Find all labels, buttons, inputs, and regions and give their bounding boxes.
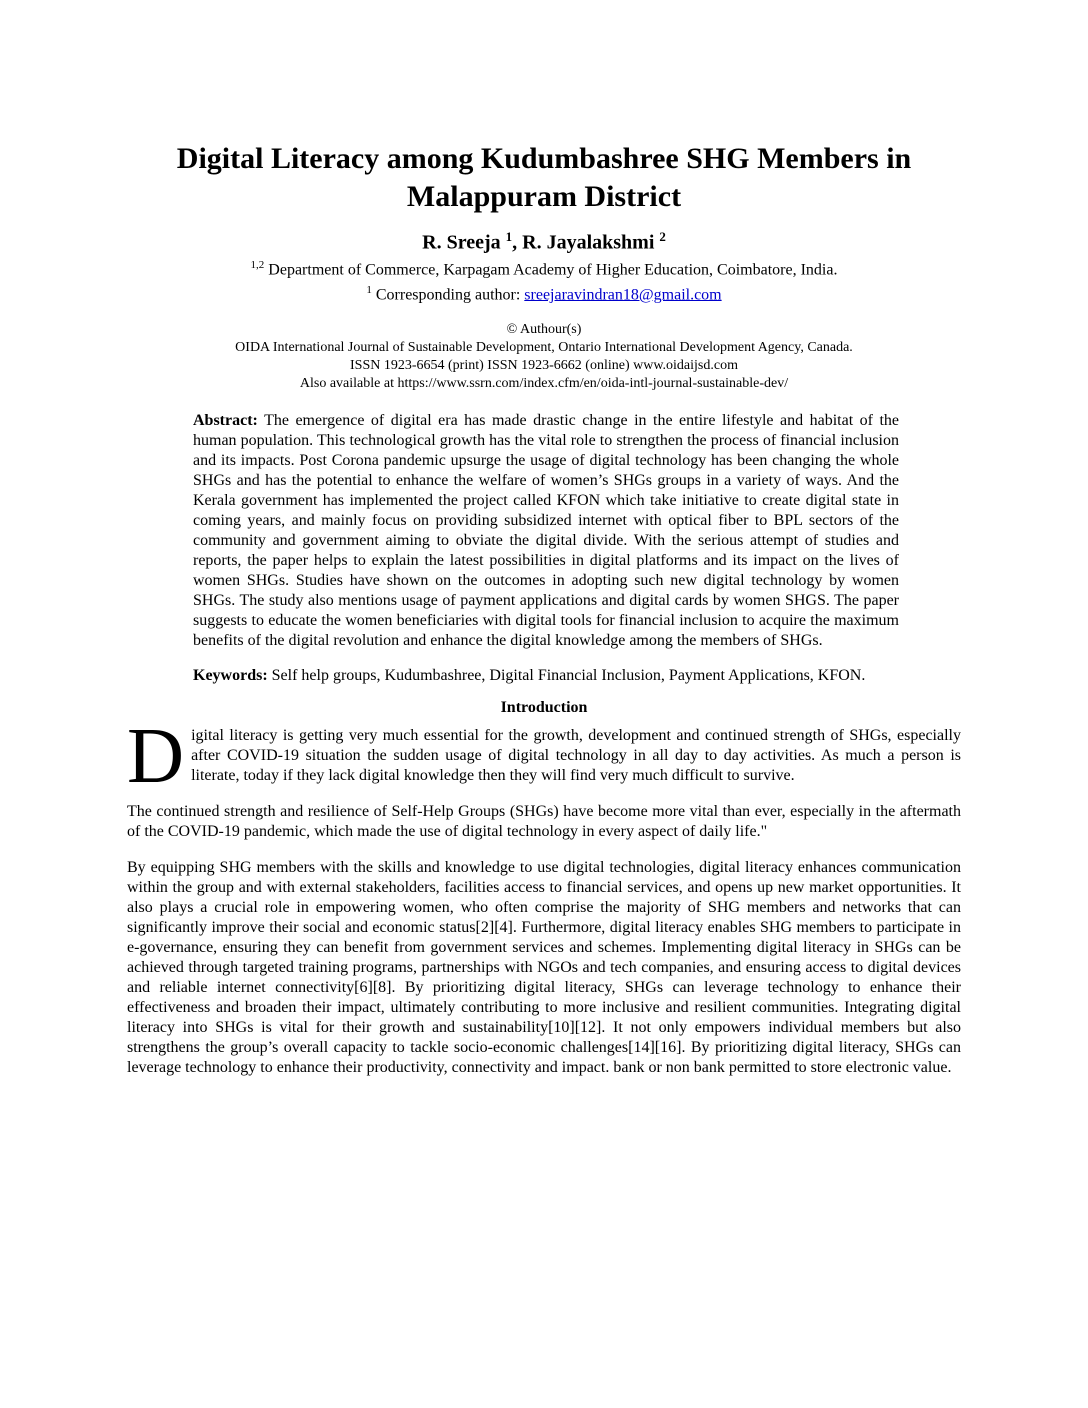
affiliation-text: Department of Commerce, Karpagam Academy of Higher Education, Coimbatore, India. bbox=[264, 260, 838, 278]
author-2-superscript: 2 bbox=[659, 229, 666, 244]
introduction-paragraph-3: By equipping SHG members with the skills and knowledge to use digital technologies, digital literacy enhances communication within the group and with external stakeholders, facilities access to financial services, and opens up new market opportunities. It also plays a crucial role in empowering women, who often comprise the majority of SHG members and networks that can significantly improve their social and economic status[2][4]. Furthermore, digital literacy enables SHG members to participate in e-governance, ensuring they can benefit from government services and schemes. Implementing digital literacy in SHGs can be achieved through targeted training programs, partnerships with NGOs and tech companies, and ensuring access to digital devices and reliable internet connectivity[6][8]. By prioritizing digital literacy, SHGs can leverage technology to enhance their effectiveness and broaden their impact, ultimately contributing to more inclusive and resilient communities. Integrating digital literacy into SHGs is vital for their growth and sustainability[10][12]. It not only empowers individual members but also strengthens the group’s overall capacity to tackle socio-economic challenges[14][16]. By prioritizing digital literacy, SHGs can leverage technology to enhance their productivity, connectivity and impact. bank or non bank permitted to store electronic value. bbox=[127, 859, 961, 1077]
keywords-paragraph bbox=[127, 666, 961, 686]
dropcap-letter: D bbox=[127, 713, 185, 801]
abstract-paragraph bbox=[127, 411, 961, 651]
paper-content bbox=[127, 0, 961, 1078]
authors-line bbox=[127, 225, 961, 255]
journal-imprint bbox=[127, 321, 961, 393]
introduction-heading: Introduction bbox=[500, 699, 588, 717]
affiliation-superscript: 1,2 bbox=[250, 258, 265, 271]
corresponding-author-line bbox=[127, 280, 961, 305]
introduction-paragraph-1-text: igital literacy is getting very much essential for the growth, development and continued strength of SHGs, especially after COVID-19 situation the sudden usage of digital technology in all day to day activities. As much a person is literate, today if they lack digital knowledge then they will find very much difficult to survive. bbox=[191, 727, 961, 785]
keywords-text: Self help groups, Kudumbashree, Digital Financial Inclusion, Payment Applications, KFON. bbox=[267, 667, 866, 685]
corresponding-email-link[interactable]: sreejaravindran18@gmail.com bbox=[524, 286, 722, 304]
abstract-text: The emergence of digital era has made drastic change in the entire lifestyle and habitat of the human population. This technological growth has the vital role to strengthen the process of financial inclusion and its impacts. Post Corona pandemic upsurge the usage of digital technology has been changing the whole SHGs and has the potential to enhance the welfare of women’s SHGs groups in a variety of ways. And the Kerala government has implemented the project called KFON which take initiative to create digital state in coming years, and mainly focus on providing subsidized internet with optical fiber to BPL sectors of the community and government aiming to obviate the digital divide. With the serious attempt of studies and reports, the paper helps to explain the latest possibilities in digital platforms and its impact on the lives of women SHGs. Studies have shown on the outcomes in adopting such new digital technology by women SHGs. The study also mentions usage of payment applications and digital cards by women SHGS. The paper suggests to educate the women beneficiaries with digital tools for financial inclusion to acquire the maximum benefits of the digital revolution and enhance the digital knowledge among the members of SHGs. bbox=[193, 412, 899, 650]
corresponding-superscript: 1 bbox=[366, 283, 372, 296]
introduction-paragraph-2: The continued strength and resilience of Self-Help Groups (SHGs) have become more vital than ever, especially in the aftermath of the COVID-19 pandemic, which made the use of digital technology in every aspect of daily life." bbox=[127, 803, 961, 841]
corresponding-label: Corresponding author: bbox=[371, 286, 525, 304]
issn-line: ISSN 1923-6654 (print) ISSN 1923-6662 (online) www.oidaijsd.com bbox=[350, 358, 738, 374]
copyright-line: © Authour(s) bbox=[506, 322, 582, 338]
author-1-superscript: 1 bbox=[505, 229, 513, 244]
abstract-label: Abstract: bbox=[193, 412, 258, 430]
affiliation-line bbox=[127, 255, 961, 280]
author-2-name: , R. Jayalakshmi bbox=[512, 231, 660, 254]
page-title: Digital Literacy among Kudumbashree SHG Members in Malappuram District bbox=[176, 142, 912, 213]
journal-name-line: OIDA International Journal of Sustainable Development, Ontario International Development Agency, Canada. bbox=[235, 340, 853, 356]
availability-line: Also available at https://www.ssrn.com/index.cfm/en/oida-intl-journal-sustainable-dev/ bbox=[299, 376, 789, 392]
introduction-paragraph-1 bbox=[127, 713, 961, 801]
author-1-name: R. Sreeja bbox=[422, 231, 506, 254]
keywords-label: Keywords: bbox=[193, 667, 268, 685]
